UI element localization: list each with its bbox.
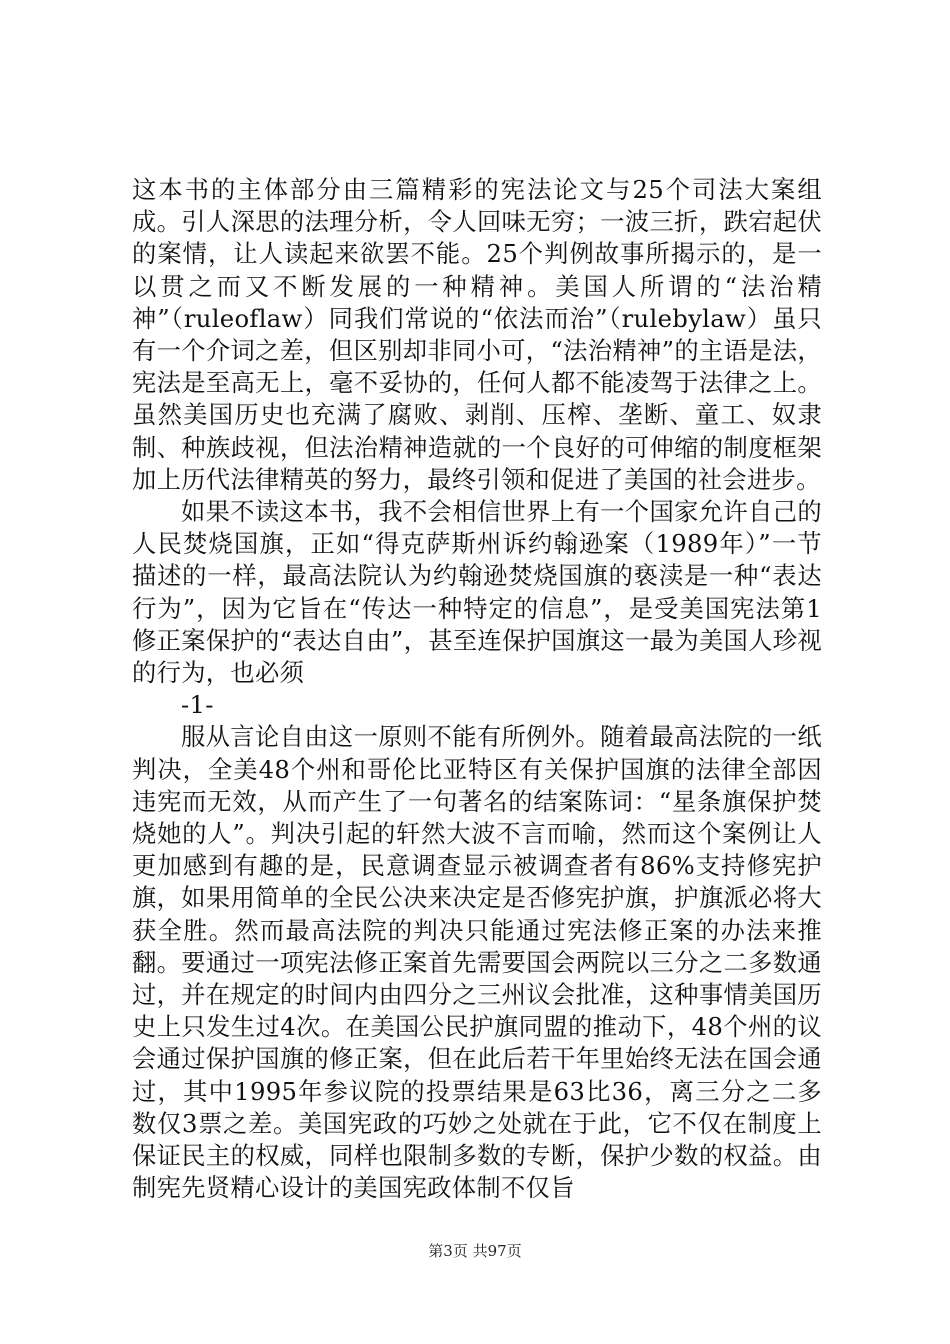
paragraph-1: 这本书的主体部分由三篇精彩的宪法论文与25个司法大案组成。引人深思的法理分析，令人回味无穷；一波三折，跌宕起伏的案情，让人读起来欲罢不能。25个判例故事所揭示的，是一以贯之而又不断发展的一种精神。美国人所谓的“法治精神”（ruleoflaw）同我们常说的“依法而治”（rulebylaw）虽只有一个介词之差，但区别却非同小可，“法治精神”的主语是法，宪法是至高无上，毫不妥协的，任何人都不能凌驾于法律之上。虽然美国历史也充满了腐败、剥削、压榨、垄断、童工、奴隶制、种族歧视，但法治精神造就的一个良好的可伸缩的制度框架加上历代法律精英的努力，最终引领和促进了美国的社会进步。 bbox=[132, 175, 822, 494]
paragraph-2: 如果不读这本书，我不会相信世界上有一个国家允许自己的人民焚烧国旗，正如“得克萨斯州诉约翰逊案（1989年）”一节描述的一样，最高法院认为约翰逊焚烧国旗的亵渎是一种“表达行为”，因为它旨在“传达一种特定的信息”，是受美国宪法第1修正案保护的“表达自由”，甚至连保护国旗这一最为美国人珍视的行为，也必须 bbox=[132, 497, 822, 688]
paragraph-3: 服从言论自由这一原则不能有所例外。随着最高法院的一纸判决，全美48个州和哥伦比亚特区有关保护国旗的法律全部因违宪而无效，从而产生了一句著名的结案陈词：“星条旗保护焚烧她的人”。判决引起的轩然大波不言而喻，然而这个案例让人更加感到有趣的是，民意调查显示被调查者有86%支持修宪护旗，如果用简单的全民公决来决定是否修宪护旗，护旗派必将大获全胜。然而最高法院的判决只能通过宪法修正案的办法来推翻。要通过一项宪法修正案首先需要国会两院以三分之二多数通过，并在规定的时间内由四分之三州议会批准，这种事情美国历史上只发生过4次。在美国公民护旗同盟的推动下，48个州的议会通过保护国旗的修正案，但在此后若干年里始终无法在国会通过，其中1995年参议院的投票结果是63比36，离三分之二多数仅3票之差。美国宪政的巧妙之处就在于此，它不仅在制度上保证民主的权威，同样也限制多数的专断，保护少数的权益。由制宪先贤精心设计的美国宪政体制不仅旨 bbox=[132, 722, 822, 1203]
document-body bbox=[132, 174, 822, 1205]
inner-page-number: -1- bbox=[181, 690, 214, 720]
page-footer: 第3页 共97页 bbox=[428, 1242, 522, 1260]
